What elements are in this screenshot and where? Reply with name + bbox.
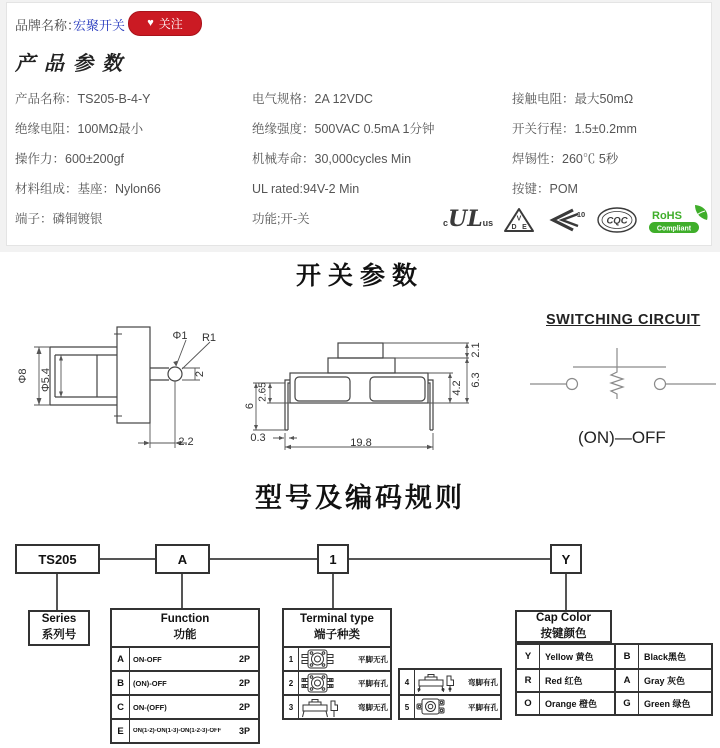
svg-text:D: D: [511, 224, 517, 231]
code-box-series: TS205: [15, 544, 100, 574]
dim-seat-height: 2.65: [257, 382, 269, 402]
capcolor-row-3: O Orange 橙色 G Green 绿色: [517, 691, 711, 714]
spec-solderability: 焊锡性：260℃ 5秒: [512, 152, 619, 166]
function-header-cn: 功能: [173, 629, 197, 641]
switching-circuit-title: SWITCHING CIRCUIT: [546, 312, 701, 328]
spec-electrical-rating: 电气规格：2A 12VDC: [252, 92, 373, 106]
terminal-table: [282, 608, 392, 720]
terminal-top-view-holes-icon: [300, 672, 334, 694]
svg-text:E: E: [522, 224, 527, 231]
ul-us-label: us: [482, 217, 494, 228]
function-table: [110, 608, 260, 744]
function-row-b: B (ON)-OFF 2P: [112, 670, 258, 694]
ek-certification-icon: [545, 206, 587, 234]
terminal-row-5: 5 平脚有孔: [400, 694, 500, 718]
dim-leg-width: 0.3: [250, 432, 266, 444]
svg-text:Compliant: Compliant: [656, 225, 692, 233]
capcolor-header: [515, 610, 612, 643]
spec-ul-rated: UL rated:94V-2 Min: [252, 182, 360, 196]
code-box-function: A: [155, 544, 210, 574]
spec-column-3: [512, 84, 712, 204]
terminal-bent-leg-icon: [300, 696, 340, 718]
switch-params-heading: 开关参数: [295, 262, 424, 290]
cqc-icon: [596, 206, 638, 234]
series-box: [28, 610, 90, 646]
brand-label: 品牌名称：: [15, 18, 81, 33]
rohs-icon: [647, 204, 711, 236]
capcolor-row-1: Y Yellow 黄色 B Black黑色: [517, 645, 711, 668]
certification-row: [443, 200, 711, 240]
terminal-row-4: 4 弯脚有孔: [400, 670, 500, 694]
svg-text:10: 10: [576, 210, 586, 219]
code-box-capcolor: Y: [550, 544, 582, 574]
capcolor-header-en: Cap Color: [536, 611, 591, 624]
brand-link[interactable]: 宏聚开关: [73, 18, 126, 33]
dim-leg-length: 6: [244, 402, 256, 410]
connector-terminal: [332, 573, 334, 609]
spec-operating-force: 操作力：600±200gf: [15, 152, 124, 166]
spec-column-1: [15, 84, 250, 234]
spec-travel: 开关行程：1.5±0.2mm: [512, 122, 637, 136]
capcolor-row-2: R Red 红色 A Gray 灰色: [517, 668, 711, 691]
ul-c-label: c: [443, 217, 449, 228]
spec-product-name: 产品名称：TS205-B-4-Y: [15, 92, 151, 106]
dim-body-height: 4.2: [451, 380, 463, 396]
capcolor-table: [515, 643, 713, 716]
connector-capcolor: [565, 573, 567, 611]
follow-button-label: 关注: [158, 17, 183, 31]
card-title: 产品参数: [15, 51, 131, 75]
dim-body-width: 19.8: [350, 437, 372, 449]
coding-rules-heading: 型号及编码规则: [255, 483, 465, 513]
terminal-row-2: 2 平脚有孔: [284, 670, 390, 694]
ul-label: UL: [448, 206, 483, 233]
svg-text:V: V: [516, 215, 522, 223]
terminal-bent-leg-holes-icon: [416, 671, 456, 693]
connector-function: [181, 573, 183, 609]
spec-terminal-material: 端子：磷铜镀银: [15, 212, 103, 226]
terminal-top-view-icon: [300, 648, 334, 670]
terminal-row-1: 1 平脚无孔: [284, 646, 390, 670]
terminal-top-view-tabs-icon: [416, 696, 446, 718]
terminal-row-3: 3 弯脚无孔: [284, 694, 390, 718]
svg-text:RoHS: RoHS: [652, 210, 682, 222]
follow-button[interactable]: [128, 11, 202, 36]
terminal-header-en: Terminal type: [300, 613, 374, 626]
dim-phi5-4: Φ5.4: [40, 367, 52, 393]
spec-material: 材料组成：基座：Nylon66: [15, 182, 161, 196]
vde-icon: [502, 206, 536, 234]
ul-icon: [443, 206, 494, 233]
function-row-c: C ON-(OFF) 2P: [112, 694, 258, 718]
spec-dielectric-strength: 绝缘强度：500VAC 0.5mA 1分钟: [252, 122, 435, 136]
heart-icon: ♥: [147, 17, 154, 29]
code-connector-hline: [57, 558, 566, 560]
code-box-terminal: 1: [317, 544, 349, 574]
spec-cap-material: 按键：POM: [512, 182, 578, 196]
switching-circuit-diagram: [528, 342, 718, 404]
dim-phi1: Φ1: [172, 330, 188, 342]
dim-r1: R1: [201, 332, 217, 344]
svg-text:CQC: CQC: [606, 215, 628, 227]
dim-upper-height: 6.3: [470, 372, 482, 388]
spec-contact-resistance: 接触电阻：最大50mΩ: [512, 92, 634, 106]
terminal-header-cn: 端子种类: [314, 629, 360, 641]
series-label-en: Series: [41, 613, 77, 626]
spec-mechanical-life: 机械寿命：30,000cycles Min: [252, 152, 412, 166]
dim-phi8: Φ8: [17, 368, 29, 384]
function-header-en: Function: [160, 613, 210, 626]
spec-function: 功能;开-关: [252, 212, 310, 226]
dim-pin-offset: 2.2: [178, 436, 194, 448]
circuit-mode-label: (ON)—OFF: [578, 428, 666, 447]
function-row-e: E ON(1-2)-ON(1-3)-ON(1-2-3)-OFF 3P: [112, 718, 258, 742]
spec-insulation-resistance: 绝缘电阻：100MΩ最小: [15, 122, 144, 136]
terminal-table-ext: [398, 668, 502, 720]
dim-cap-height: 2.1: [470, 342, 482, 358]
dim-pin-height: 2: [194, 370, 206, 378]
connector-series: [56, 573, 58, 611]
capcolor-header-cn: 按键颜色: [540, 627, 587, 640]
function-row-a: A ON-OFF 2P: [112, 646, 258, 670]
series-label-cn: 系列号: [41, 629, 77, 641]
